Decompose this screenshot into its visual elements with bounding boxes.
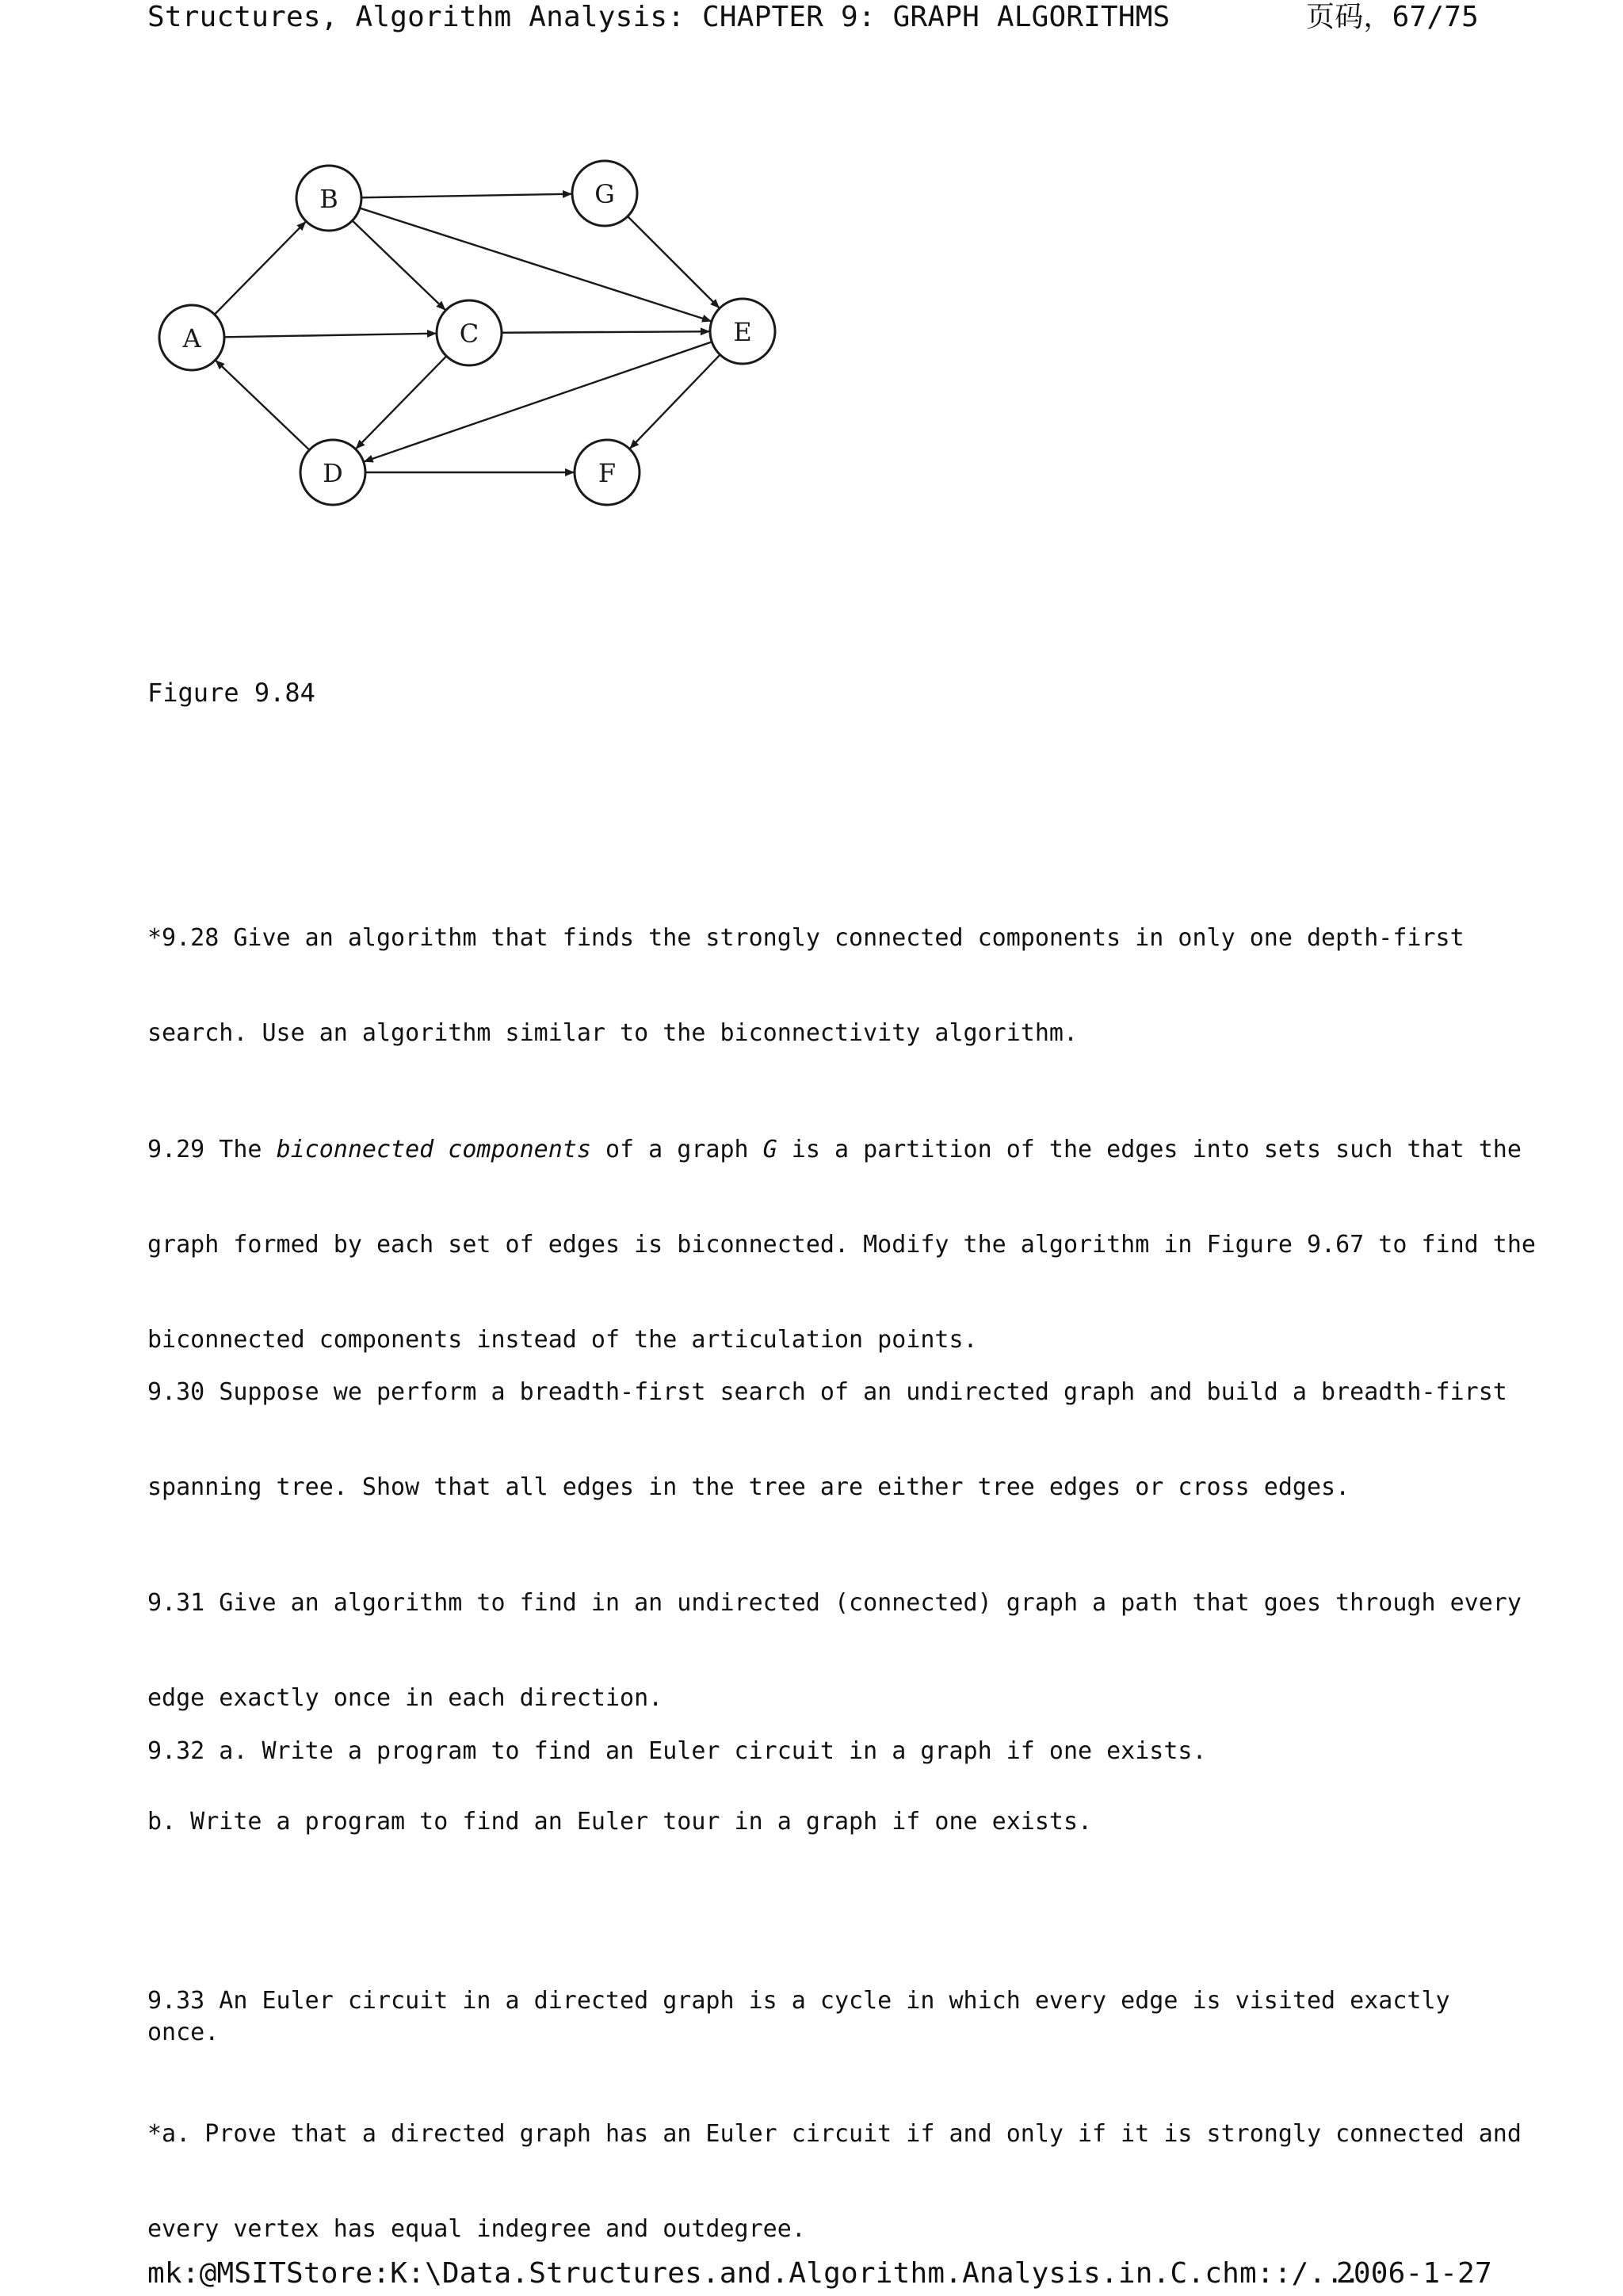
- exercise-9-30-line-1: 9.30 Suppose we perform a breadth-first search of an undirected graph and build a breadth-first: [147, 1378, 1507, 1406]
- edge-e-f: [630, 355, 720, 449]
- node-a: [159, 305, 224, 370]
- exercise-9-32a: 9.32 a. Write a program to find an Euler circuit in a graph if one exists.: [147, 1737, 1207, 1765]
- edge-a-b: [215, 222, 306, 315]
- figure-caption: Figure 9.84: [147, 678, 315, 708]
- exercise-9-29-line-2: graph formed by each set of edges is biconnected. Modify the algorithm in Figure 9.67 to find the: [147, 1231, 1536, 1259]
- node-c: [437, 300, 502, 365]
- node-label: G: [594, 179, 615, 209]
- edge-a-c: [224, 334, 436, 338]
- node-label: C: [459, 319, 479, 349]
- edge-d-a: [216, 361, 309, 450]
- node-e: [710, 299, 775, 364]
- node-b: [296, 166, 361, 231]
- node-d: [300, 440, 365, 505]
- header-page-number: 页码，67/75: [1306, 1, 1479, 33]
- footer-source-path: mk:@MSITStore:K:\Data.Structures.and.Algorithm.Analysis.in.C.chm::/...: [147, 2257, 1361, 2290]
- exercise-9-29-text: 9.29 The: [147, 1136, 277, 1163]
- footer-date: 2006-1-27: [1336, 2257, 1492, 2290]
- exercise-9-31: [147, 1524, 1522, 1746]
- node-label: A: [182, 323, 201, 353]
- edge-e-d: [365, 342, 712, 461]
- exercise-9-28-line-1: *9.28 Give an algorithm that finds the strongly connected components in only one depth-first: [147, 924, 1465, 952]
- exercise-9-28: [147, 859, 1495, 1081]
- edge-b-g: [361, 194, 571, 198]
- exercise-9-31-line-2: edge exactly once in each direction.: [147, 1684, 663, 1712]
- edge-g-e: [628, 216, 719, 308]
- exercise-9-29-line-1: [147, 1134, 1522, 1166]
- edge-b-c: [353, 220, 445, 310]
- edge-b-e: [360, 208, 711, 322]
- node-g: [572, 161, 637, 226]
- exercise-9-33a: [147, 2055, 1522, 2277]
- edge-c-e: [502, 331, 709, 333]
- node-label: E: [733, 317, 752, 347]
- exercise-9-28-line-2: search. Use an algorithm similar to the biconnectivity algorithm.: [147, 1019, 1078, 1047]
- exercise-9-33a-line-2: every vertex has equal indegree and outdegree.: [147, 2215, 806, 2243]
- exercise-9-33a-line-1: *a. Prove that a directed graph has an Euler circuit if and only if it is strongly connected and: [147, 2120, 1522, 2148]
- node-label: D: [323, 458, 343, 488]
- node-f: [575, 440, 640, 505]
- exercise-9-30-line-2: spanning tree. Show that all edges in the tree are either tree edges or cross edges.: [147, 1473, 1350, 1501]
- graph-nodes: [159, 161, 775, 505]
- graph-symbol-g: G: [762, 1136, 777, 1163]
- header-title: Structures, Algorithm Analysis: CHAPTER 9: GRAPH ALGORITHMS: [147, 1, 1170, 33]
- node-label: B: [319, 184, 338, 214]
- exercise-9-29-text: of a graph: [590, 1136, 763, 1163]
- graph-figure: [151, 157, 800, 521]
- exercise-9-32b: b. Write a program to find an Euler tour in a graph if one exists.: [147, 1808, 1093, 1836]
- exercise-9-30: [147, 1313, 1507, 1535]
- node-label: F: [598, 458, 617, 488]
- exercise-9-31-line-1: 9.31 Give an algorithm to find in an undirected (connected) graph a path that goes through every: [147, 1589, 1522, 1617]
- exercise-9-29-line-3: biconnected components instead of the articulation points.: [147, 1326, 978, 1354]
- term-biconnected-components: biconnected components: [276, 1136, 591, 1163]
- exercise-9-29-text: is a partition of the edges into sets such that the: [777, 1136, 1522, 1163]
- edge-c-d: [356, 356, 446, 449]
- exercise-9-33-intro: 9.33 An Euler circuit in a directed graph is a cycle in which every edge is visited exactly once.: [147, 1987, 1465, 2046]
